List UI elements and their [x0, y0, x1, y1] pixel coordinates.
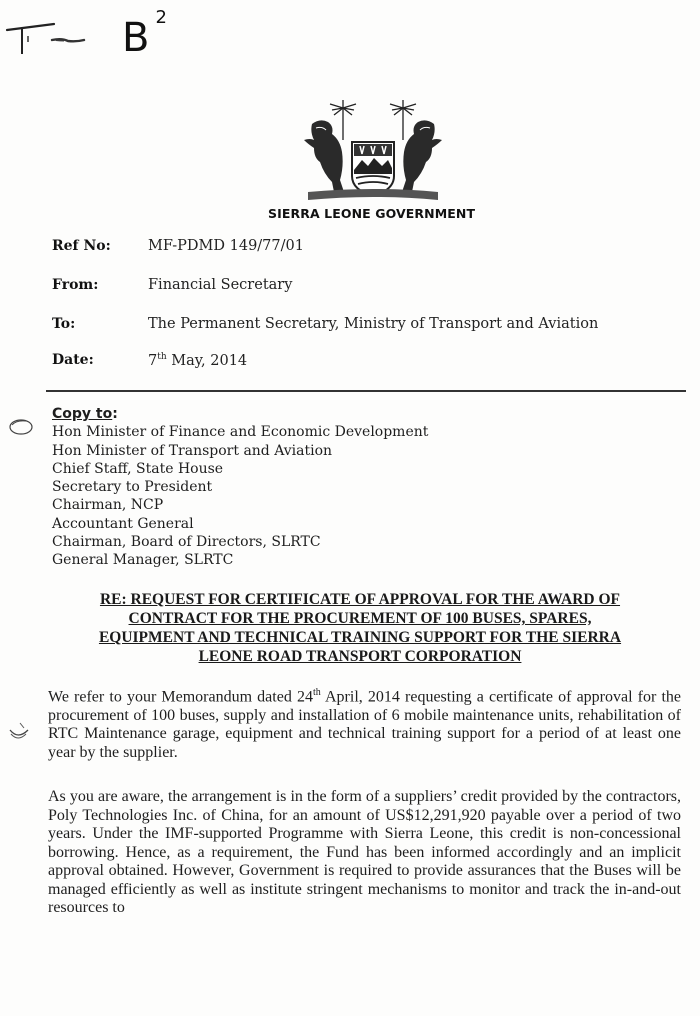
date-value	[148, 352, 247, 369]
copy-recipient: Chairman, Board of Directors, SLRTC	[52, 534, 321, 551]
paragraph-1-ordinal: th	[312, 687, 321, 698]
copy-recipient: Chief Staff, State House	[52, 460, 224, 477]
copy-to-colon: :	[112, 406, 118, 422]
date-day: 7	[148, 352, 158, 369]
copy-recipient: Hon Minister of Transport and Aviation	[52, 442, 333, 459]
ref-no-label: Ref No:	[52, 238, 111, 254]
ref-no-value: MF-PDMD 149/77/01	[148, 238, 304, 254]
coat-of-arms-icon	[300, 100, 446, 204]
copy-recipient: Accountant General	[52, 515, 194, 532]
date-ordinal: th	[157, 352, 167, 362]
date-label: Date:	[52, 352, 94, 368]
to-value: The Permanent Secretary, Ministry of Transport and Aviation	[148, 316, 599, 332]
header-divider	[46, 390, 686, 392]
subject-heading	[30, 590, 690, 666]
paragraph-1-rest: April, 2014 requesting a certificate of approval for the procurement of 100 buses, supply and installation of 6 mobile maintenance units, rehabilitation of RTC Maintenance garage, equipment and technical training support for a period of at least one year by the supplier.	[48, 688, 682, 761]
handwritten-circle-mark	[6, 416, 36, 438]
handwritten-b-letter: B	[122, 15, 150, 61]
subject-line: RE: REQUEST FOR CERTIFICATE OF APPROVAL FOR THE AWARD OF	[99, 591, 621, 608]
copy-to-block	[52, 405, 428, 570]
copy-recipient: Hon Minister of Finance and Economic Development	[52, 424, 429, 441]
handwritten-b2-mark	[122, 6, 167, 61]
from-value: Financial Secretary	[148, 277, 293, 293]
handwritten-bracket-mark	[6, 720, 32, 744]
copy-to-heading	[52, 405, 428, 423]
body-paragraph-1	[48, 684, 681, 762]
paragraph-1-start: We refer to your Memorandum dated 24	[48, 688, 313, 706]
subject-line: LEONE ROAD TRANSPORT CORPORATION	[198, 648, 522, 665]
body-paragraph-2: As you are aware, the arrangement is in the form of a suppliers’ credit provided by the contractors, Poly Technologies Inc. of China, for an amount of US$12,291,920 payable over a period of two years. Under the IMF-supported Programme with Sierra Leone, this credit is non-concessional borrowing. Hence, as a requirement, the Fund has been informed accordingly and an implicit approval obtained. However, Government is required to provide assurances that the Buses will be managed efficiently as well as institute stringent mechanisms to monitor and track the in-and-out resources to	[48, 788, 681, 916]
from-label: From:	[52, 277, 99, 293]
copy-recipient: Chairman, NCP	[52, 497, 164, 514]
government-name: SIERRA LEONE GOVERNMENT	[268, 206, 476, 221]
handwritten-superscript: 2	[155, 6, 167, 28]
handwritten-dash-mark	[48, 32, 88, 48]
subject-line: CONTRACT FOR THE PROCUREMENT OF 100 BUSES, SPARES,	[128, 610, 592, 627]
copy-recipient: General Manager, SLRTC	[52, 552, 234, 569]
copy-to-heading-text: Copy to	[52, 406, 113, 422]
subject-line: EQUIPMENT AND TECHNICAL TRAINING SUPPORT FOR THE SIERRA	[98, 629, 622, 646]
date-rest: May, 2014	[166, 352, 248, 369]
handwritten-t-text: T-	[4, 14, 5, 15]
copy-recipient: Secretary to President	[52, 479, 213, 496]
to-label: To:	[52, 316, 76, 332]
